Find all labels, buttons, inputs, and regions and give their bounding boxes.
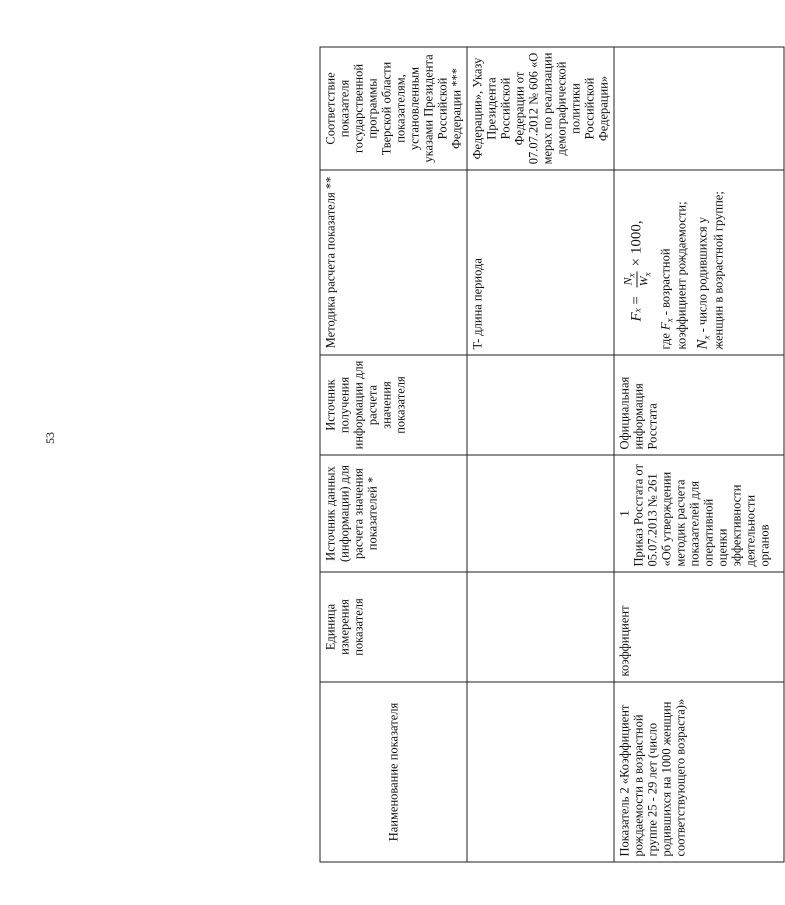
cell-empty	[467, 455, 614, 572]
cell-compliance	[614, 47, 784, 170]
cell-info-source: Официальная информация Росстата	[614, 355, 784, 455]
cell-data-source	[614, 455, 784, 572]
formula-lhs: F	[628, 312, 645, 322]
page-number: 53	[43, 432, 57, 444]
formula-fraction: $N_x$ $W_x$	[620, 272, 653, 287]
table-row	[467, 47, 614, 862]
formula-numerator: N	[620, 277, 635, 286]
header-unit: Единица измерения показателя	[320, 572, 467, 682]
cell-empty	[467, 572, 614, 682]
n-variable: N	[694, 339, 711, 350]
formula-where-line: где $F_x$ - возрастной коэффициент рождаемости;	[658, 201, 689, 350]
where-variable: F	[658, 322, 673, 330]
table-row	[614, 47, 784, 862]
cell-empty	[467, 682, 614, 862]
indicator-table-sheet	[320, 48, 772, 863]
formula-lhs-sub: x	[632, 308, 643, 313]
formula-denominator: W	[636, 276, 651, 287]
formula-operator: ×	[628, 257, 645, 267]
formula-constant: 1000	[628, 224, 645, 255]
cell-unit: коэффициент	[614, 572, 784, 682]
where-prefix: где	[658, 333, 673, 350]
cell-empty	[467, 355, 614, 455]
indicator-table	[320, 47, 785, 863]
cell-method-continuation: T- длина периода	[467, 170, 614, 355]
n-definition: - число родившихся у женщин в возрастной группе;	[695, 191, 726, 350]
cell-compliance-continuation: Федерации», Указу Президента Российской Федерации от 07.07.2012 № 606 «О мерах по реализации демографической политики Российской Федерации»	[467, 47, 614, 170]
formula-tail: ,	[628, 220, 645, 225]
cell-indicator-name: Показатель 2 «Коэффициент рождаемости в возрастной группе 25 - 29 лет (число родившихся на 1000 женщин соответствующего возраста)»	[614, 682, 784, 862]
header-compliance: Соответствие показателя государственной программы Тверской области показателям, установленным указами Президента Российской Федерации ***	[320, 47, 467, 170]
where-definition: - возрастной коэффициент рождаемости;	[658, 201, 689, 350]
data-source-number: 1	[617, 510, 632, 517]
header-method: Методика расчета показателя **	[320, 170, 467, 355]
header-info-source: Источник получения информации для расчета значения показателя	[320, 355, 467, 455]
data-source-text: Приказ Росстата от 05.07.2013 № 261 «Об утверждении методик расчета показателей для оперативной оценки эффективности деятельности органов	[631, 464, 772, 567]
header-name: Наименование показателя	[320, 682, 467, 862]
birth-rate-formula: F x = $N_x$ $W_x$ × 1000 ,	[620, 220, 653, 322]
table-header-row	[320, 47, 467, 862]
header-data-source: Источник данных (информации) для расчета значения показателей *	[320, 455, 467, 572]
cell-method	[614, 170, 784, 355]
n-definition-line: $N_x$ - число родившихся у женщин в возрастной группе;	[694, 191, 726, 350]
